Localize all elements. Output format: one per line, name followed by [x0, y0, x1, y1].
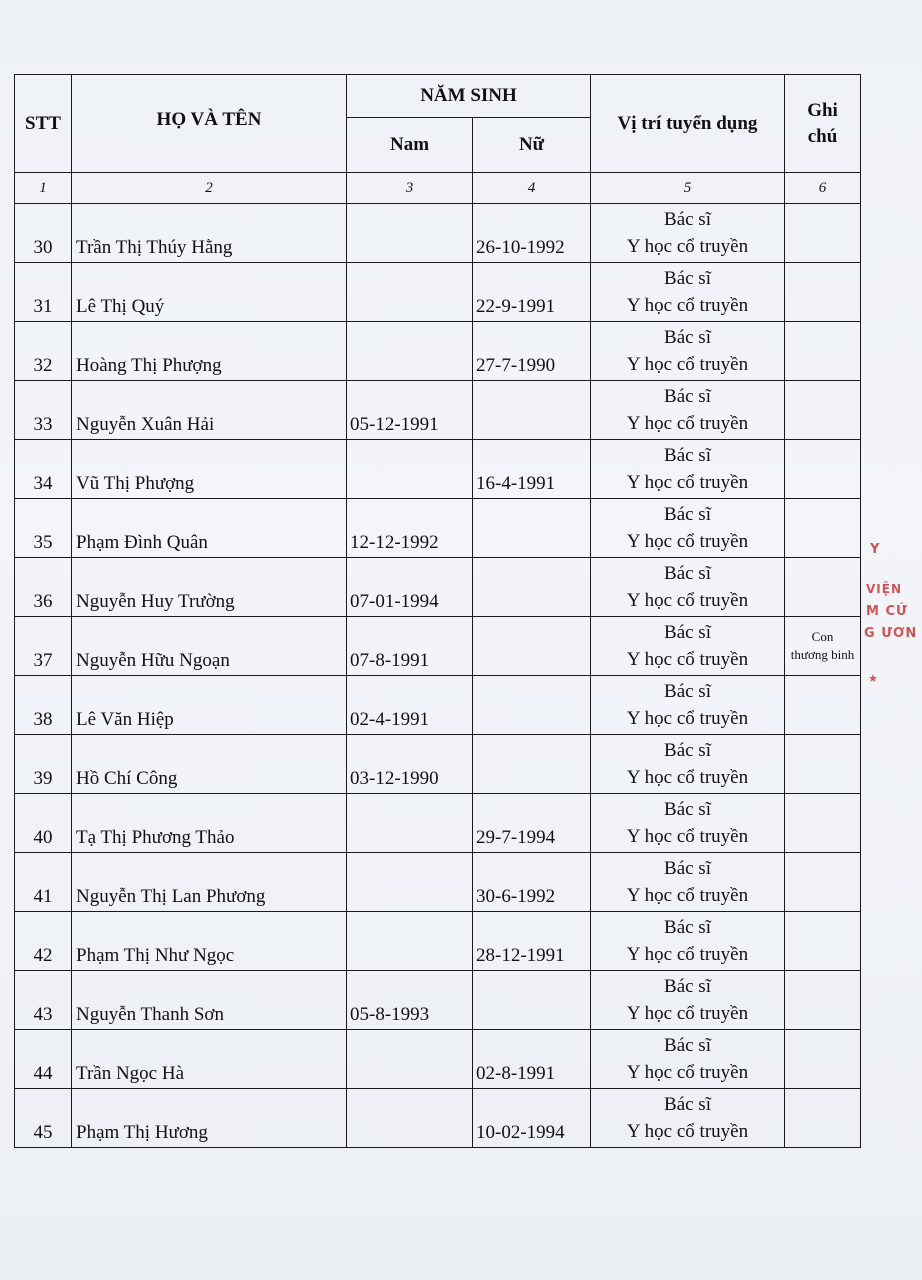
row-name: Nguyễn Huy Trường [72, 558, 347, 617]
row-note [785, 204, 861, 263]
row-position [591, 1089, 785, 1148]
header-male: Nam [347, 118, 473, 173]
row-name: Nguyễn Thị Lan Phương [72, 853, 347, 912]
row-name: Phạm Thị Như Ngọc [72, 912, 347, 971]
row-name: Nguyễn Hữu Ngoạn [72, 617, 347, 676]
row-note [785, 440, 861, 499]
table-row [15, 440, 861, 499]
table-row [15, 617, 861, 676]
position-title: Bác sĩ [664, 268, 711, 289]
row-stt: 34 [15, 440, 72, 499]
row-name: Nguyễn Xuân Hải [72, 381, 347, 440]
row-birth-female: 02-8-1991 [473, 1030, 591, 1089]
row-birth-male: 03-12-1990 [347, 735, 473, 794]
table-body [15, 204, 861, 1148]
table-row [15, 853, 861, 912]
row-stt: 37 [15, 617, 72, 676]
position-specialty: Y học cổ truyền [626, 944, 749, 965]
header-row [15, 75, 861, 118]
row-birth-male [347, 440, 473, 499]
row-note [785, 263, 861, 322]
stamp-fragment: G ƯƠN [864, 626, 918, 641]
row-note [785, 381, 861, 440]
row-position [591, 853, 785, 912]
position-specialty: Y học cổ truyền [626, 590, 749, 611]
position-specialty: Y học cổ truyền [626, 826, 749, 847]
row-stt: 42 [15, 912, 72, 971]
position-title: Bác sĩ [664, 209, 711, 230]
table-row [15, 1030, 861, 1089]
row-position [591, 676, 785, 735]
row-name: Phạm Thị Hương [72, 1089, 347, 1148]
row-stt: 38 [15, 676, 72, 735]
row-birth-female: 26-10-1992 [473, 204, 591, 263]
row-note [785, 1089, 861, 1148]
position-specialty: Y học cổ truyền [626, 649, 749, 670]
row-birth-female [473, 499, 591, 558]
table-row [15, 1089, 861, 1148]
table-row [15, 676, 861, 735]
position-specialty: Y học cổ truyền [626, 1062, 749, 1083]
table-row [15, 735, 861, 794]
table-row [15, 912, 861, 971]
position-title: Bác sĩ [664, 681, 711, 702]
row-stt: 35 [15, 499, 72, 558]
row-birth-female: 22-9-1991 [473, 263, 591, 322]
column-number-row [15, 173, 861, 204]
column-number: 3 [347, 173, 473, 204]
row-name: Lê Thị Quý [72, 263, 347, 322]
row-birth-female [473, 676, 591, 735]
position-specialty: Y học cổ truyền [626, 767, 749, 788]
position-title: Bác sĩ [664, 1094, 711, 1115]
row-position [591, 263, 785, 322]
row-birth-male: 12-12-1992 [347, 499, 473, 558]
row-note [785, 322, 861, 381]
row-birth-female [473, 381, 591, 440]
header-note: Ghi chú [785, 75, 861, 173]
table-row [15, 322, 861, 381]
row-stt: 39 [15, 735, 72, 794]
table-row [15, 558, 861, 617]
column-number: 5 [591, 173, 785, 204]
header-stt: STT [15, 75, 72, 173]
column-number: 4 [473, 173, 591, 204]
stamp-fragment: ★ [868, 672, 879, 685]
position-title: Bác sĩ [664, 622, 711, 643]
row-birth-male: 05-8-1993 [347, 971, 473, 1030]
row-stt: 36 [15, 558, 72, 617]
position-title: Bác sĩ [664, 386, 711, 407]
row-birth-male [347, 853, 473, 912]
row-birth-male [347, 322, 473, 381]
row-stt: 43 [15, 971, 72, 1030]
column-number: 2 [72, 173, 347, 204]
row-position [591, 735, 785, 794]
position-specialty: Y học cổ truyền [626, 295, 749, 316]
row-position [591, 558, 785, 617]
row-birth-female: 16-4-1991 [473, 440, 591, 499]
row-birth-female: 10-02-1994 [473, 1089, 591, 1148]
row-note [785, 735, 861, 794]
row-position [591, 912, 785, 971]
row-name: Trần Ngọc Hà [72, 1030, 347, 1089]
row-stt: 30 [15, 204, 72, 263]
stamp-fragment: M CỨ [866, 604, 908, 619]
row-stt: 44 [15, 1030, 72, 1089]
row-birth-male [347, 912, 473, 971]
row-position [591, 322, 785, 381]
row-birth-male: 02-4-1991 [347, 676, 473, 735]
header-birth-year: NĂM SINH [347, 75, 591, 118]
stamp-fragment: Y [870, 542, 881, 557]
row-stt: 33 [15, 381, 72, 440]
table-row [15, 204, 861, 263]
row-stt: 31 [15, 263, 72, 322]
candidate-table [14, 74, 861, 1148]
table-row [15, 381, 861, 440]
row-birth-male: 07-8-1991 [347, 617, 473, 676]
row-name: Hoàng Thị Phượng [72, 322, 347, 381]
position-specialty: Y học cổ truyền [626, 236, 749, 257]
position-specialty: Y học cổ truyền [626, 1121, 749, 1142]
position-title: Bác sĩ [664, 799, 711, 820]
row-note [785, 617, 861, 676]
position-title: Bác sĩ [664, 504, 711, 525]
column-number: 1 [15, 173, 72, 204]
position-specialty: Y học cổ truyền [626, 708, 749, 729]
row-birth-male: 07-01-1994 [347, 558, 473, 617]
row-position [591, 381, 785, 440]
position-title: Bác sĩ [664, 445, 711, 466]
row-note [785, 971, 861, 1030]
row-note [785, 912, 861, 971]
position-specialty: Y học cổ truyền [626, 354, 749, 375]
red-stamp [862, 530, 922, 700]
row-birth-female [473, 617, 591, 676]
row-note [785, 676, 861, 735]
row-birth-male: 05-12-1991 [347, 381, 473, 440]
position-specialty: Y học cổ truyền [626, 413, 749, 434]
row-birth-male [347, 204, 473, 263]
row-birth-female: 29-7-1994 [473, 794, 591, 853]
position-specialty: Y học cổ truyền [626, 1003, 749, 1024]
row-note [785, 853, 861, 912]
row-birth-male [347, 1089, 473, 1148]
row-name: Phạm Đình Quân [72, 499, 347, 558]
position-specialty: Y học cổ truyền [626, 885, 749, 906]
row-position [591, 440, 785, 499]
row-birth-female [473, 558, 591, 617]
header-female: Nữ [473, 118, 591, 173]
position-specialty: Y học cổ truyền [626, 472, 749, 493]
row-position [591, 204, 785, 263]
position-specialty: Y học cổ truyền [626, 531, 749, 552]
row-position [591, 1030, 785, 1089]
row-note [785, 499, 861, 558]
row-birth-female: 28-12-1991 [473, 912, 591, 971]
row-birth-female [473, 735, 591, 794]
position-title: Bác sĩ [664, 327, 711, 348]
row-birth-female: 27-7-1990 [473, 322, 591, 381]
row-stt: 32 [15, 322, 72, 381]
row-birth-male [347, 1030, 473, 1089]
row-note [785, 794, 861, 853]
row-note [785, 558, 861, 617]
note-line: Con [811, 629, 834, 644]
row-stt: 41 [15, 853, 72, 912]
column-number: 6 [785, 173, 861, 204]
position-title: Bác sĩ [664, 976, 711, 997]
row-stt: 40 [15, 794, 72, 853]
table-row [15, 499, 861, 558]
row-note [785, 1030, 861, 1089]
row-name: Tạ Thị Phương Thảo [72, 794, 347, 853]
row-name: Vũ Thị Phượng [72, 440, 347, 499]
row-birth-male [347, 263, 473, 322]
row-position [591, 971, 785, 1030]
row-birth-male [347, 794, 473, 853]
row-birth-female [473, 971, 591, 1030]
position-title: Bác sĩ [664, 1035, 711, 1056]
row-name: Nguyễn Thanh Sơn [72, 971, 347, 1030]
stamp-fragment: VIỆN [866, 582, 902, 596]
note-line: thương binh [790, 647, 855, 662]
row-name: Trần Thị Thúy Hằng [72, 204, 347, 263]
header-position: Vị trí tuyển dụng [591, 75, 785, 173]
header-name: HỌ VÀ TÊN [72, 75, 347, 173]
table-row [15, 971, 861, 1030]
row-name: Hồ Chí Công [72, 735, 347, 794]
position-title: Bác sĩ [664, 917, 711, 938]
position-title: Bác sĩ [664, 563, 711, 584]
row-birth-female: 30-6-1992 [473, 853, 591, 912]
table-row [15, 263, 861, 322]
row-stt: 45 [15, 1089, 72, 1148]
row-position [591, 617, 785, 676]
position-title: Bác sĩ [664, 858, 711, 879]
row-position [591, 794, 785, 853]
position-title: Bác sĩ [664, 740, 711, 761]
table-row [15, 794, 861, 853]
row-name: Lê Văn Hiệp [72, 676, 347, 735]
row-position [591, 499, 785, 558]
